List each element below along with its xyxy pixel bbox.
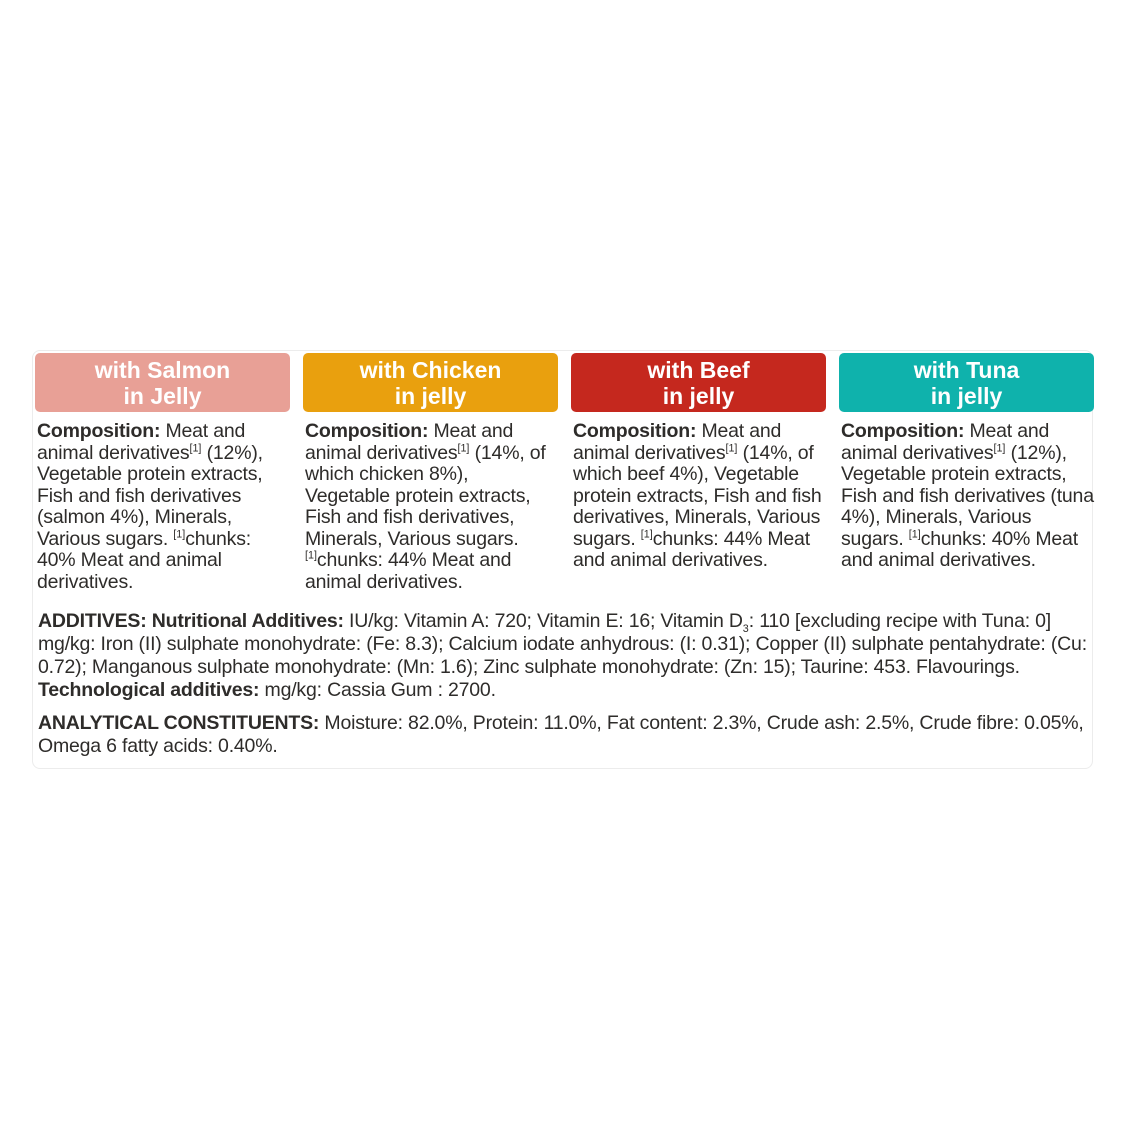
variety-header-line1: with Tuna <box>913 356 1020 383</box>
variety-header-line1: with Salmon <box>94 356 231 383</box>
variety-header-salmon <box>35 353 290 412</box>
composition-text-tuna: Composition: Meat and animal derivatives[1] (12%), Vegetable protein extracts, Fish and fish derivatives (tuna 4%), Minerals, Various sugars. [1]chunks: 40% Meat and animal derivatives. <box>841 420 1094 571</box>
additives-text: ADDITIVES: Nutritional Additives: IU/kg: Vitamin A: 720; Vitamin E: 16; Vitamin $D_3$: 110 [excluding recipe with Tuna: 0] mg/kg: Iron (II) sulphate monohydrate: (Fe: 8.3); Calcium iodate anhydrous: (I: 0.31); Copper (II) sulphate pentahydrate: (Cu: 0.72); Manganous sulphate monohydrate: (Mn: 1.6); Zinc sulphate monohydrate: (Zn: 15); Taurine: 453. Flavourings. Technological additives: mg/kg: Cassia Gum : 2700. <box>38 610 1087 701</box>
composition-text-chicken: Composition: Meat and animal derivatives[1] (14%, of which chicken 8%), Vegetable protein extracts, Fish and fish derivatives, Minerals, Various sugars. [1]chunks: 44% Meat and animal derivatives. <box>305 420 546 593</box>
variety-header-chicken <box>303 353 558 412</box>
analytical-constituents-text: ANALYTICAL CONSTITUENTS: Moisture: 82.0%, Protein: 11.0%, Fat content: 2.3%, Crude ash: 2.5%, Crude fibre: 0.05%, Omega 6 fatty acids: 0.40%. <box>38 712 1084 757</box>
variety-header-line1: with Chicken <box>359 356 502 383</box>
variety-column-tuna <box>839 353 1094 593</box>
composition-text-salmon: Composition: Meat and animal derivatives[1] (12%), Vegetable protein extracts, Fish and fish derivatives (salmon 4%), Minerals, Various sugars. [1]chunks: 40% Meat and animal derivatives. <box>37 420 263 593</box>
variety-header-tuna <box>839 353 1094 412</box>
variety-columns <box>35 353 1094 593</box>
composition-text-beef: Composition: Meat and animal derivatives[1] (14%, of which beef 4%), Vegetable protein extracts, Fish and fish derivatives, Minerals, Various sugars. [1]chunks: 44% Meat and animal derivatives. <box>573 420 822 571</box>
variety-header-line2: in jelly <box>662 382 735 409</box>
info-panel <box>32 350 1093 769</box>
variety-column-salmon <box>35 353 290 593</box>
variety-header-beef <box>571 353 826 412</box>
variety-column-chicken <box>303 353 558 593</box>
variety-column-beef <box>571 353 826 593</box>
variety-header-line2: in jelly <box>394 382 467 409</box>
variety-header-line2: in jelly <box>930 382 1003 409</box>
variety-header-line1: with Beef <box>647 356 750 383</box>
variety-header-line2: in Jelly <box>123 382 202 409</box>
